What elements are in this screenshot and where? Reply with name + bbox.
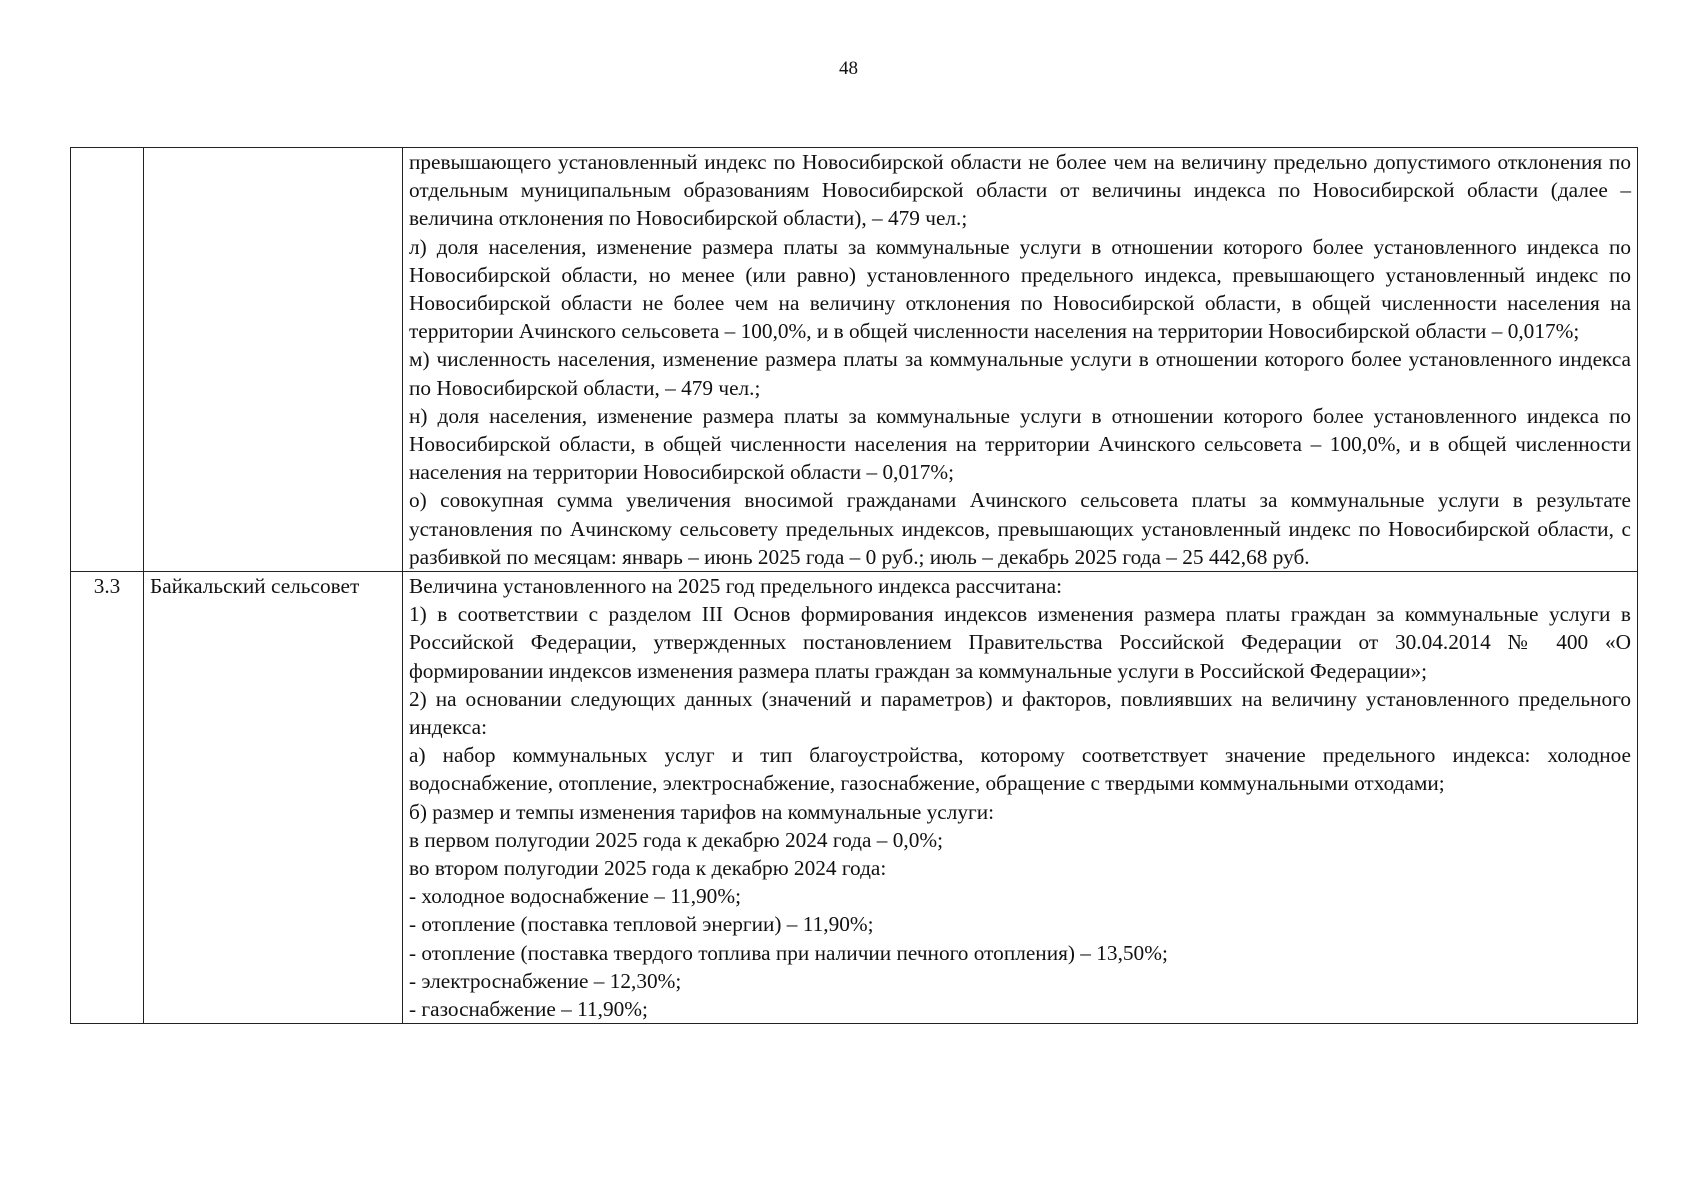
paragraph: - холодное водоснабжение – 11,90%; (409, 884, 741, 909)
paragraph: в первом полугодии 2025 года к декабрю 2024 года – 0,0%; (409, 827, 944, 852)
paragraph: а) набор коммунальных услуг и тип благоустройства, которому соответствует значение предельного индекса: холодное водоснабжение, отопление, электроснабжение, газоснабжение, обращение с твердыми коммунальными отходами; (409, 743, 1631, 796)
row-body-cell (403, 148, 1638, 572)
paragraph: о) совокупная сумма увеличения вносимой гражданами Ачинского сельсовета платы за коммунальные услуги в результате установления по Ачинскому сельсовету предельных индексов, превышающих установленный индекс по Новосибирской области, с разбивкой по месяцам: январь – июнь 2025 года – 0 руб.; июль – декабрь 2025 года – 25 442,68 руб. (409, 488, 1631, 569)
table-row (71, 572, 1638, 1024)
paragraph: н) доля населения, изменение размера платы за коммунальные услуги в отношении которого более установленного индекса по Новосибирской области, в общей численности населения на территории Ачинского сельсовета – 100,0%, и в общей численности населения на территории Новосибирской области – 0,017%; (409, 403, 1631, 485)
paragraph: - газоснабжение – 11,90%; (409, 997, 648, 1022)
paragraph: 2) на основании следующих данных (значений и параметров) и факторов, повлиявших на величину установленного предельного индекса: (409, 686, 1631, 740)
paragraph: - отопление (поставка твердого топлива при наличии печного отопления) – 13,50%; (409, 940, 1168, 965)
paragraph: - электроснабжение – 12,30%; (409, 968, 682, 993)
paragraph: л) доля населения, изменение размера платы за коммунальные услуги в отношении которого более установленного индекса по Новосибирской области, но менее (или равно) установленного предельного индекса, превышающего установленный индекс по Новосибирской области не более чем на величину отклонения по Новосибирской области, в общей численности населения на территории Ачинского сельсовета – 100,0%, и в общей численности населения на территории Новосибирской области – 0,017%; (409, 234, 1631, 344)
row-name-cell (144, 148, 403, 572)
page-number: 48 (839, 58, 858, 79)
paragraph: Величина установленного на 2025 год предельного индекса рассчитана: (409, 574, 1063, 599)
paragraph: м) численность населения, изменение размера платы за коммунальные услуги в отношении которого более установленного индекса по Новосибирской области, – 479 чел.; (409, 347, 1631, 400)
paragraph: б) размер и темпы изменения тарифов на коммунальные услуги: (409, 799, 995, 824)
paragraph: - отопление (поставка тепловой энергии) – 11,90%; (409, 912, 874, 937)
document-table (70, 147, 1638, 1024)
row-body-cell (403, 572, 1638, 1024)
table-row (71, 148, 1638, 572)
row-number-cell (71, 148, 144, 572)
paragraph: во втором полугодии 2025 года к декабрю 2024 года: (409, 856, 887, 881)
row-name-cell: Байкальский сельсовет (144, 572, 403, 1024)
paragraph: 1) в соответствии с разделом III Основ формирования индексов изменения размера платы граждан за коммунальные услуги в Российской Федерации, утвержденных постановлением Правительства Российской Федерации от 30.04.2014 № 400 «О формировании индексов изменения размера платы граждан за коммунальные услуги в Российской Федерации»; (409, 602, 1631, 683)
row-number-cell: 3.3 (71, 572, 144, 1024)
paragraph: превышающего установленный индекс по Новосибирской области не более чем на величину предельно допустимого отклонения по отдельным муниципальным образованиям Новосибирской области от величины индекса по Новосибирской области (далее – величина отклонения по Новосибирской области), – 479 чел.; (409, 150, 1631, 231)
